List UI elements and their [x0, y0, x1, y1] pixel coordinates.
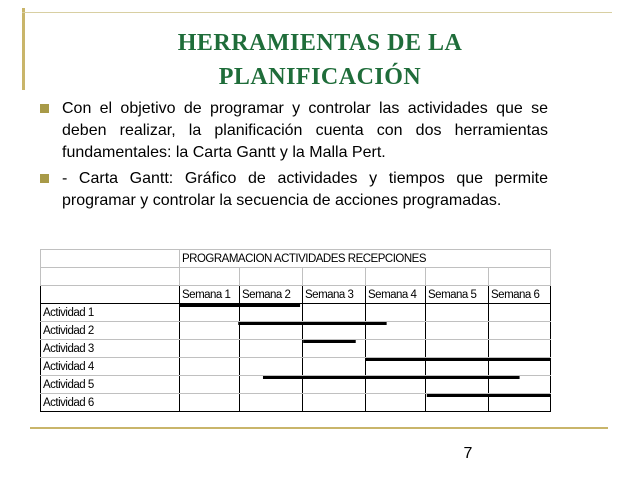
week-cell [180, 376, 240, 394]
title-line-1: HERRAMIENTAS DE LA [177, 30, 463, 56]
week-cell [180, 394, 240, 412]
week-cell [489, 304, 551, 322]
gantt-title-row [41, 250, 551, 268]
week-header: Semana 3 [303, 286, 366, 304]
page-number: 7 [463, 445, 473, 462]
week-cell [366, 322, 426, 340]
week-cell [366, 376, 426, 394]
activity-row [41, 340, 551, 358]
week-cell [180, 322, 240, 340]
week-cell [303, 376, 366, 394]
square-bullet-icon [40, 174, 49, 183]
week-cell [240, 376, 303, 394]
week-cell [303, 358, 366, 376]
week-cell [240, 358, 303, 376]
week-cell [489, 322, 551, 340]
week-cell [426, 304, 489, 322]
blank-cell [180, 268, 240, 286]
frame-top-line [22, 12, 612, 13]
week-cell [240, 322, 303, 340]
week-cell [240, 304, 303, 322]
frame-left-line [22, 8, 25, 90]
blank-cell [41, 286, 180, 304]
gantt-table [40, 249, 551, 412]
week-cell [489, 394, 551, 412]
week-cell [366, 394, 426, 412]
week-cell [180, 304, 240, 322]
week-cell [489, 358, 551, 376]
activity-row [41, 304, 551, 322]
blank-cell [240, 268, 303, 286]
week-cell [366, 304, 426, 322]
gantt-table-title: PROGRAMACION ACTIVIDADES RECEPCIONES [180, 250, 551, 268]
week-cell [489, 376, 551, 394]
blank-cell [366, 268, 426, 286]
week-cell [240, 394, 303, 412]
week-header: Semana 2 [240, 286, 303, 304]
week-cell [303, 394, 366, 412]
activity-row [41, 322, 551, 340]
week-cell [180, 340, 240, 358]
week-header: Semana 1 [180, 286, 240, 304]
week-cell [426, 394, 489, 412]
activity-label: Actividad 3 [41, 340, 180, 358]
blank-cell [41, 268, 180, 286]
square-bullet-icon [40, 104, 49, 113]
week-cell [366, 340, 426, 358]
week-cell [303, 322, 366, 340]
week-header: Semana 6 [489, 286, 551, 304]
slide-title [60, 26, 580, 94]
blank-cell [303, 268, 366, 286]
blank-cell [489, 268, 551, 286]
frame-bottom-line [30, 427, 608, 429]
week-cell [426, 340, 489, 358]
bullet-text: Con el objetivo de programar y controlar las actividades que se deben realizar, la planificación cuenta con dos herramientas fundamentales: la Carta Gantt y la Malla Pert. [62, 100, 548, 161]
title-line-2: PLANIFICACIÓN [218, 64, 422, 90]
activity-label: Actividad 4 [41, 358, 180, 376]
activity-row [41, 376, 551, 394]
week-cell [240, 340, 303, 358]
week-cell [303, 304, 366, 322]
week-cell [426, 358, 489, 376]
activity-row [41, 394, 551, 412]
bullet-text: - Carta Gantt: Gráfico de actividades y tiempos que permite programar y controlar la secuencia de acciones programadas. [62, 170, 548, 209]
week-cell [426, 376, 489, 394]
blank-cell [426, 268, 489, 286]
week-cell [303, 340, 366, 358]
week-header: Semana 4 [366, 286, 426, 304]
activity-label: Actividad 1 [41, 304, 180, 322]
week-cell [366, 358, 426, 376]
gantt-spacer-row [41, 268, 551, 286]
gantt-header-row [41, 286, 551, 304]
week-cell [180, 358, 240, 376]
bullet-item [40, 98, 548, 164]
week-header: Semana 5 [426, 286, 489, 304]
blank-cell [41, 250, 180, 268]
activity-label: Actividad 6 [41, 394, 180, 412]
week-cell [489, 340, 551, 358]
activity-label: Actividad 2 [41, 322, 180, 340]
activity-row [41, 358, 551, 376]
bullet-item [40, 168, 548, 212]
week-cell [426, 322, 489, 340]
activity-label: Actividad 5 [41, 376, 180, 394]
bullet-list [40, 98, 548, 216]
